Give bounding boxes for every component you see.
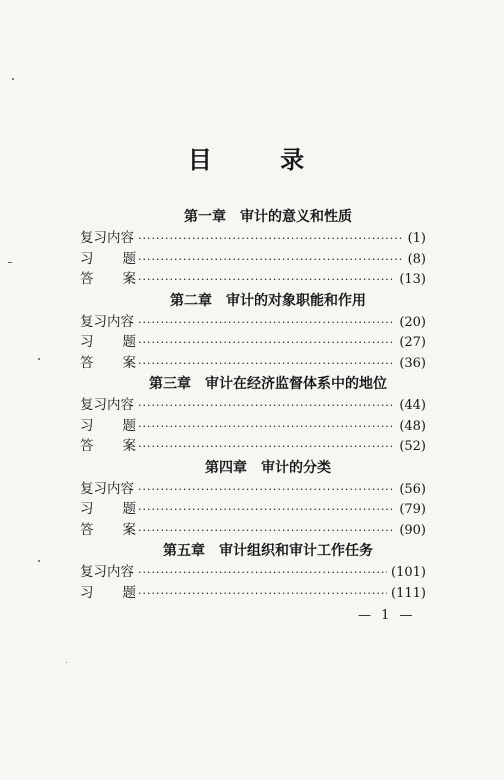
page-number: — 1 —	[358, 608, 416, 623]
entry-page-number: (79)	[399, 502, 426, 517]
chapter-heading	[110, 290, 426, 312]
entry-label	[80, 520, 136, 541]
chapter-heading	[110, 206, 426, 228]
entry-label	[80, 583, 136, 604]
dot-leader	[138, 250, 404, 271]
entry-label-char: 答	[80, 438, 94, 454]
toc-entry	[80, 353, 426, 374]
entry-label-char: 案	[122, 354, 136, 371]
entry-label	[80, 353, 136, 374]
entry-label-char: 案	[122, 438, 136, 454]
chapter-heading	[110, 373, 426, 395]
entry-label	[80, 499, 136, 520]
dot-leader	[138, 270, 395, 291]
chapter-title: 审计组织和审计工作任务	[219, 543, 373, 559]
scan-speck	[38, 560, 40, 562]
chapter-number: 第四章	[205, 459, 247, 476]
scan-speck	[38, 358, 40, 360]
entry-label	[80, 332, 136, 353]
entry-page-number: (8)	[407, 251, 426, 267]
dot-leader	[138, 396, 395, 417]
dot-leader	[138, 563, 387, 584]
dot-leader	[138, 500, 395, 521]
toc-entry	[80, 228, 426, 249]
dot-leader	[138, 521, 395, 542]
entry-page-number: (52)	[399, 439, 426, 454]
dot-leader	[138, 437, 395, 458]
chapter-heading	[110, 540, 426, 562]
entry-page-number: (1)	[407, 231, 426, 246]
entry-label: 复习内容	[80, 230, 134, 246]
dot-leader	[138, 313, 395, 334]
toc-entry	[80, 562, 426, 583]
entry-page-number: (111)	[391, 585, 426, 601]
toc-entry	[80, 436, 426, 457]
entry-page-number: (101)	[391, 565, 426, 580]
entry-label: 复习内容	[80, 480, 134, 497]
entry-label-char: 题	[122, 501, 136, 517]
entry-page-number: (90)	[399, 522, 426, 538]
entry-page-number: (44)	[399, 398, 426, 413]
scan-speck	[8, 262, 12, 263]
chapter-title: 审计的意义和性质	[240, 209, 352, 225]
dot-leader	[138, 480, 395, 501]
dot-leader	[138, 229, 404, 250]
chapter-title: 审计的分类	[261, 459, 331, 476]
entry-label	[80, 249, 136, 270]
table-of-contents	[80, 206, 426, 603]
chapter-number: 第五章	[163, 543, 205, 559]
entry-label-char: 答	[80, 521, 94, 538]
entry-label-char: 题	[122, 334, 136, 350]
toc-entry	[80, 269, 426, 290]
entry-label	[80, 416, 136, 437]
scan-speck	[66, 662, 67, 663]
toc-entry	[80, 583, 426, 604]
chapter-number: 第二章	[170, 292, 212, 309]
entry-label-char: 答	[80, 271, 94, 287]
chapter-title: 审计的对象职能和作用	[226, 292, 366, 309]
toc-entry	[80, 332, 426, 353]
entry-label-char: 习	[80, 417, 94, 434]
dot-leader	[138, 354, 395, 375]
entry-label-char: 习	[80, 584, 94, 601]
chapter-number: 第三章	[149, 376, 191, 392]
entry-page-number: (36)	[399, 355, 426, 371]
page-title: 目 录	[187, 145, 335, 174]
entry-label-char: 题	[122, 250, 136, 267]
entry-label: 复习内容	[80, 313, 134, 330]
chapter-number: 第一章	[184, 209, 226, 225]
entry-label	[80, 269, 136, 290]
entry-label	[80, 436, 136, 457]
entry-label-char: 案	[122, 271, 136, 287]
entry-label-char: 习	[80, 501, 94, 517]
entry-label-char: 答	[80, 354, 94, 371]
entry-page-number: (56)	[399, 481, 426, 497]
entry-page-number: (48)	[399, 418, 426, 434]
entry-label: 复习内容	[80, 564, 134, 580]
toc-entry	[80, 520, 426, 541]
scan-speck	[12, 78, 14, 80]
entry-page-number: (13)	[399, 272, 426, 287]
toc-entry	[80, 312, 426, 333]
toc-entry	[80, 416, 426, 437]
dot-leader	[138, 417, 395, 438]
entry-label: 复习内容	[80, 397, 134, 413]
entry-page-number: (27)	[399, 335, 426, 350]
chapter-heading	[110, 457, 426, 479]
entry-label-char: 习	[80, 250, 94, 267]
dot-leader	[138, 584, 387, 605]
entry-label-char: 案	[122, 521, 136, 538]
toc-entry	[80, 249, 426, 270]
entry-page-number: (20)	[399, 314, 426, 330]
toc-entry	[80, 395, 426, 416]
dot-leader	[138, 333, 395, 354]
entry-label-char: 习	[80, 334, 94, 350]
toc-entry	[80, 479, 426, 500]
entry-label-char: 题	[122, 417, 136, 434]
entry-label-char: 题	[122, 584, 136, 601]
chapter-title: 审计在经济监督体系中的地位	[205, 376, 387, 392]
toc-entry	[80, 499, 426, 520]
